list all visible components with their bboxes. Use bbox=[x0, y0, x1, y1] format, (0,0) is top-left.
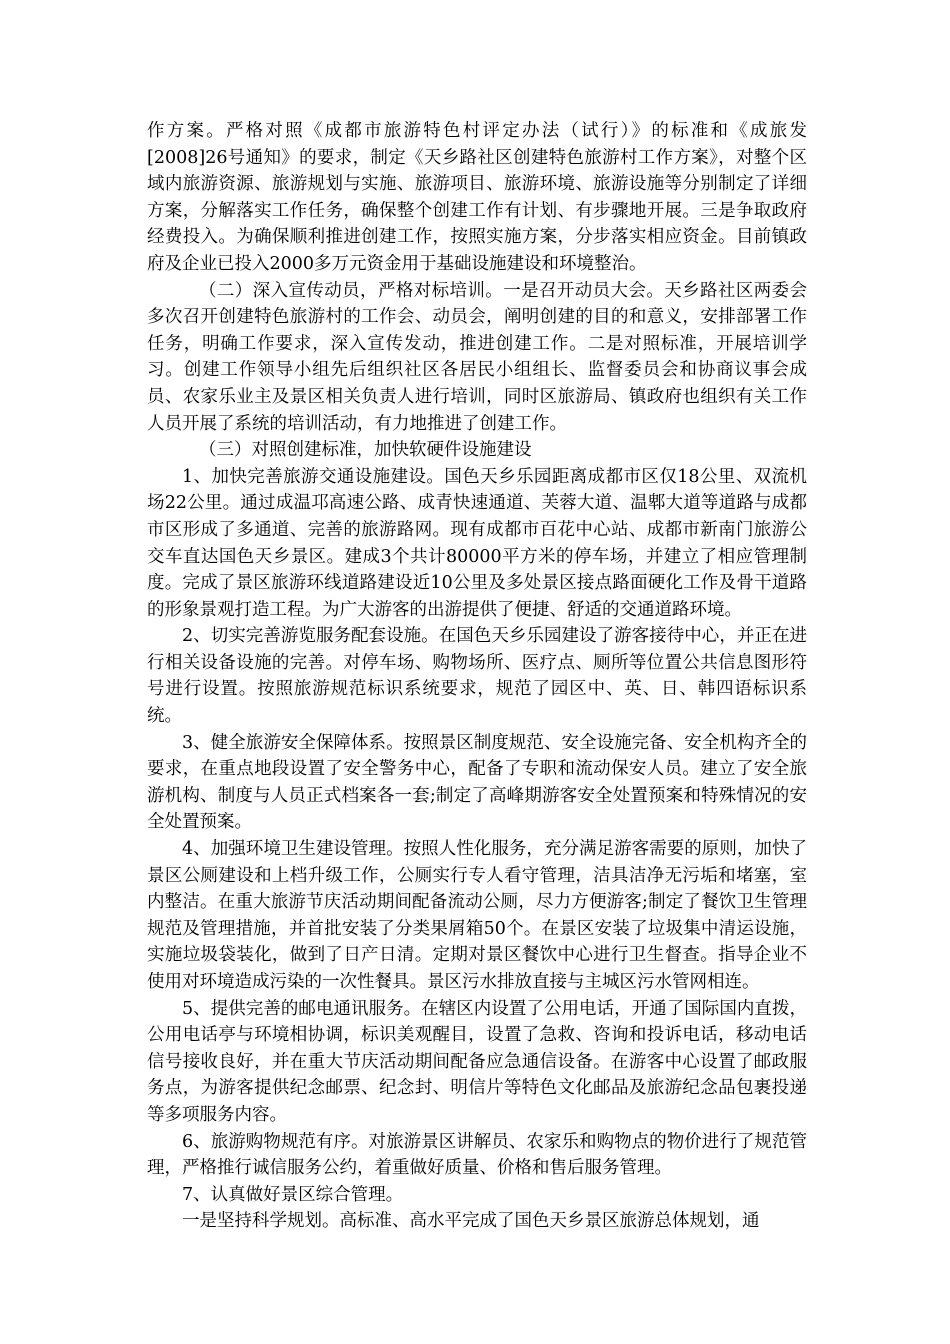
section-heading-3-facilities: （三）对照创建标准，加快软硬件设施建设 bbox=[199, 440, 532, 461]
paragraph-item-7-management: 7、认真做好景区综合管理。 bbox=[182, 1184, 404, 1205]
paragraph-item-1-transport: 1、加快完善旅游交通设施建设。国色天乡乐园距离成都市区仅18公里、双流机场22公里。通过成温邛高速公路、成青快速通道、芙蓉大道、温郫大道等道路与成都市区形成了多通道、完善的旅游路网。现有成都市百花中心站、成都市新南门旅游公交车直达国色天乡景区。建成3个共计80000平方米的停车场，并建立了相应管理制度。完成了景区旅游环线道路建设近10公里及多处景区接点路面硬化工作及骨干道路的形象景观打造工程。为广大游客的出游提供了便捷、舒适的交通道路环境。 bbox=[147, 466, 807, 620]
document-page bbox=[147, 118, 807, 1235]
paragraph-item-3-safety: 3、健全旅游安全保障体系。按照景区制度规范、安全设施完备、安全机构齐全的要求，在重点地段设置了安全警务中心，配备了专职和流动保安人员。建立了安全旅游机构、制度与人员正式档案各一套;制定了高峰期游客安全处置预案和特殊情况的安全处置预案。 bbox=[147, 732, 807, 833]
paragraph-item-6-shopping: 6、旅游购物规范有序。对旅游景区讲解员、农家乐和购物点的物价进行了规范管理，严格推行诚信服务公约，着重做好质量、价格和售后服务管理。 bbox=[147, 1131, 807, 1179]
paragraph-planning: 一是坚持科学规划。高标准、高水平完成了国色天乡景区旅游总体规划，通 bbox=[182, 1211, 760, 1232]
paragraph-item-5-telecom: 5、提供完善的邮电通讯服务。在辖区内设置了公用电话，开通了国际国内直拨，公用电话亭与环境相协调，标识美观醒目，设置了急救、咨询和投诉电话，移动电话信号接收良好，并在重大节庆活动期间配备应急通信设备。在游客中心设置了邮政服务点，为游客提供纪念邮票、纪念封、明信片等特色文化邮品及旅游纪念品包裹投递等多项服务内容。 bbox=[147, 998, 807, 1125]
paragraph-item-4-sanitation: 4、加强环境卫生建设管理。按照人性化服务，充分满足游客需要的原则，加快了景区公厕建设和上档升级工作，公厕实行专人看守管理，洁具洁净无污垢和堵塞，室内整洁。在重大旅游节庆活动期间配备流动公厕，尽力方便游客;制定了餐饮卫生管理规范及管理措施，并首批安装了分类果屑箱50个。在景区安装了垃圾集中清运设施，实施垃圾袋装化，做到了日产日清。定期对景区餐饮中心进行卫生督查。指导企业不使用对环境造成污染的一次性餐具。景区污水排放直接与主城区污水管网相连。 bbox=[147, 839, 807, 992]
paragraph-work-plan-continuation: 作方案。严格对照《成都市旅游特色村评定办法（试行）》的标准和《成旅发[2008]26号通知》的要求，制定《天乡路社区创建特色旅游村工作方案》，对整个区域内旅游资源、旅游规划与实施、旅游项目、旅游环境、旅游设施等分别制定了详细方案，分解落实工作任务，确保整个创建工作有计划、有步骤地开展。三是争取政府经费投入。为确保顺利推进创建工作，按照实施方案，分步落实相应资金。目前镇政府及企业已投入2000多万元资金用于基础设施建设和环境整治。 bbox=[147, 121, 807, 274]
paragraph-section-2-publicity-training: （二）深入宣传动员，严格对标培训。一是召开动员大会。天乡路社区两委会多次召开创建特色旅游村的工作会、动员会，阐明创建的目的和意义，安排部署工作任务，明确工作要求，深入宣传发动，推进创建工作。二是对照标准，开展培训学习。创建工作领导小组先后组织社区各居民小组组长、监督委员会和协商议事会成员、农家乐业主及景区相关负责人进行培训，同时区旅游局、镇政府也组织有关工作人员开展了系统的培训活动，有力地推进了创建工作。 bbox=[147, 280, 807, 434]
paragraph-item-2-visitor-services: 2、切实完善游览服务配套设施。在国色天乡乐园建设了游客接待中心，并正在进行相关设备设施的完善。对停车场、购物场所、医疗点、厕所等位置公共信息图形符号进行设置。按照旅游规范标识系统要求，规范了园区中、英、日、韩四语标识系统。 bbox=[147, 626, 807, 727]
